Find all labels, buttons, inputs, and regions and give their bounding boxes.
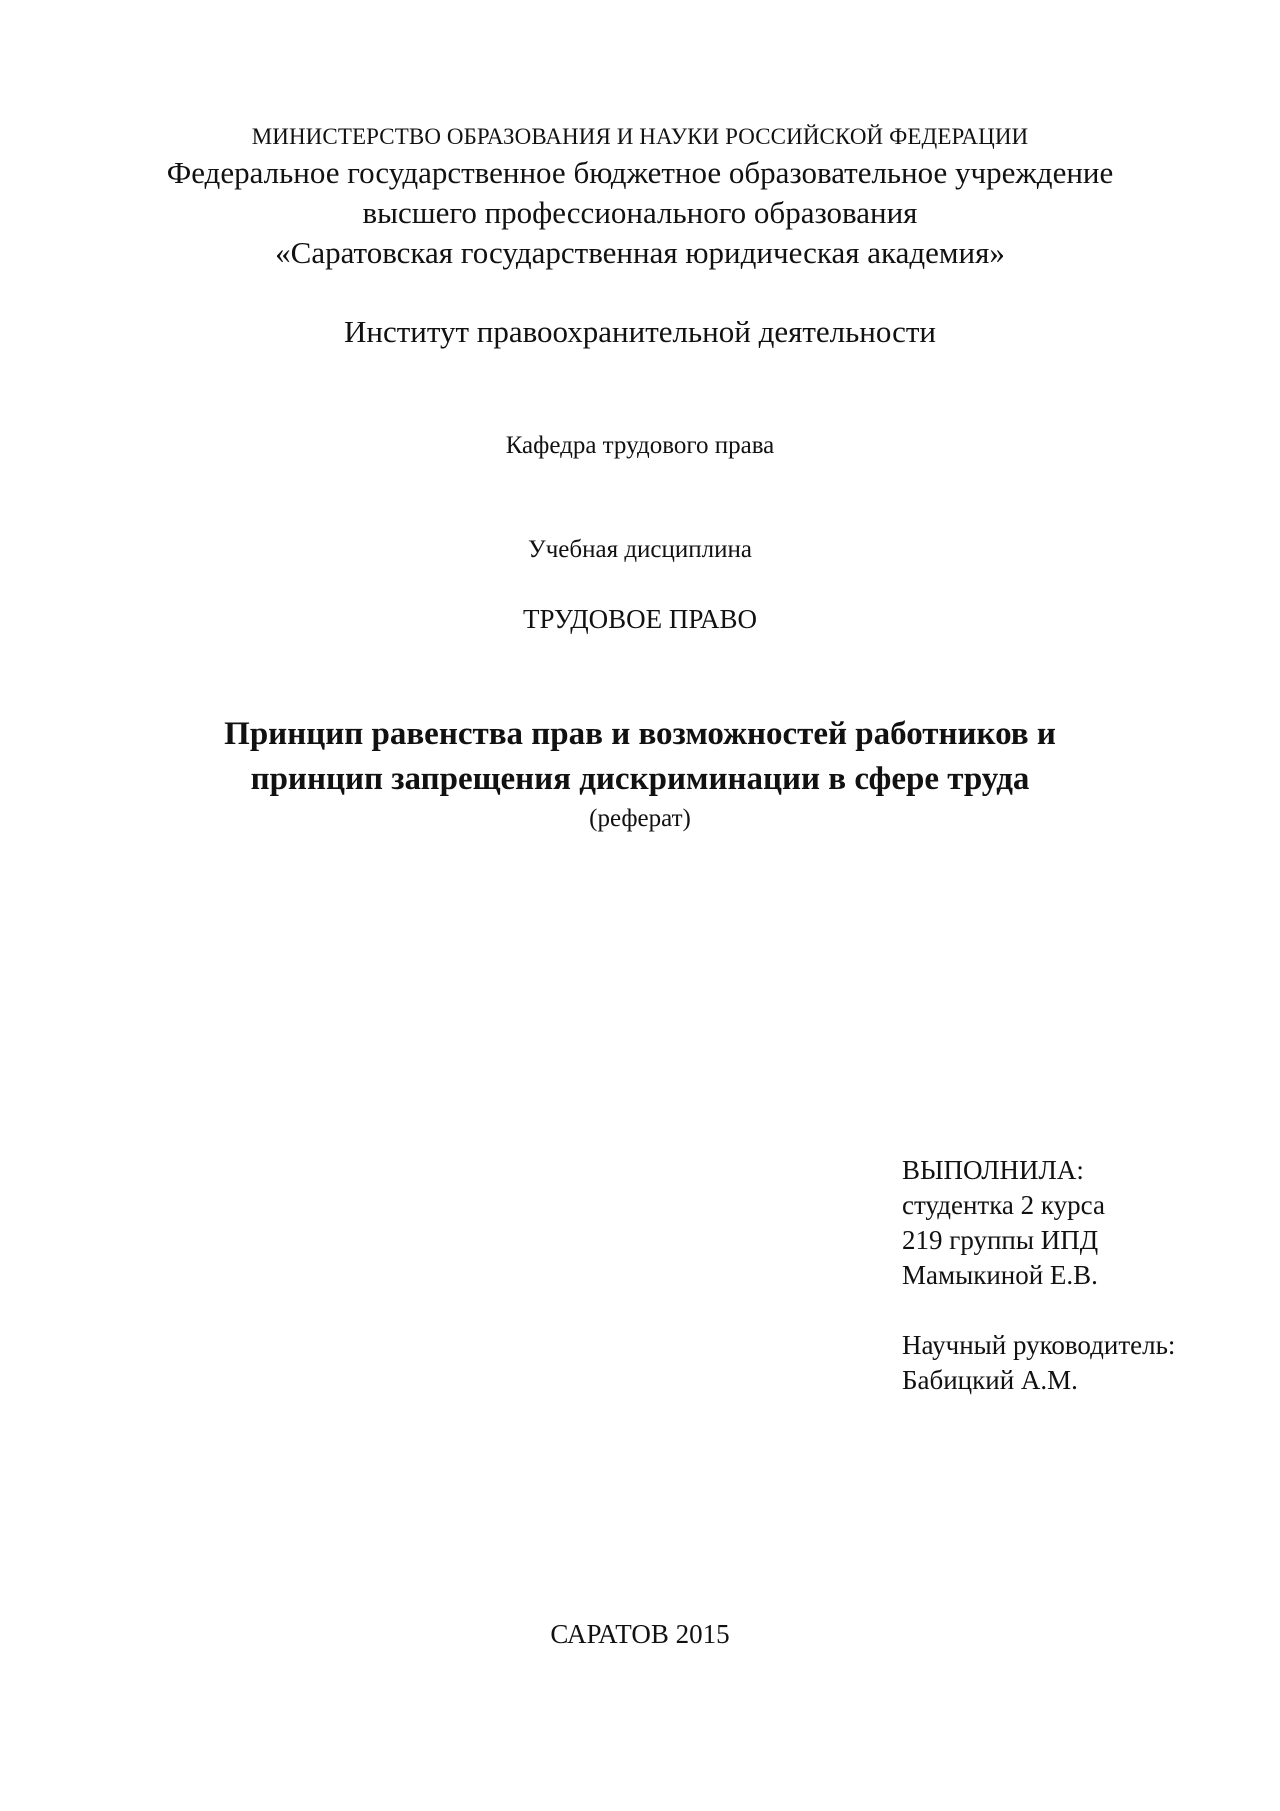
discipline-label: Учебная дисциплина	[528, 536, 752, 563]
supervisor-heading: Научный руководитель:	[902, 1330, 1176, 1360]
institution-name: «Саратовская государственная юридическая академия»	[275, 235, 1005, 270]
institution-line-1: Федеральное государственное бюджетное образовательное учреждение	[166, 155, 1114, 190]
chair-name: Кафедра трудового права	[505, 432, 775, 459]
institute-name: Институт правоохранительной деятельности	[343, 314, 937, 349]
author-group: 219 группы ИПД	[902, 1225, 1099, 1255]
author-name: Мамыкиной Е.В.	[902, 1260, 1098, 1290]
ministry-name: МИНИСТЕРСТВО ОБРАЗОВАНИЯ И НАУКИ РОССИЙСКОЙ ФЕДЕРАЦИИ	[251, 124, 1029, 149]
work-title-line-2: принцип запрещения дискриминации в сфере труда	[250, 761, 1030, 797]
work-type: (реферат)	[589, 805, 691, 832]
author-block	[902, 1153, 1175, 1398]
discipline-name: ТРУДОВОЕ ПРАВО	[523, 604, 757, 634]
author-course: студентка 2 курса	[902, 1190, 1105, 1220]
author-heading: ВЫПОЛНИЛА:	[902, 1155, 1084, 1185]
spacer	[902, 1293, 1175, 1328]
institution-line-2: высшего профессионального образования	[362, 195, 918, 230]
city-year: САРАТОВ 2015	[550, 1619, 730, 1649]
work-title-line-1: Принцип равенства прав и возможностей работников и	[224, 716, 1056, 752]
supervisor-name: Бабицкий А.М.	[902, 1365, 1078, 1395]
